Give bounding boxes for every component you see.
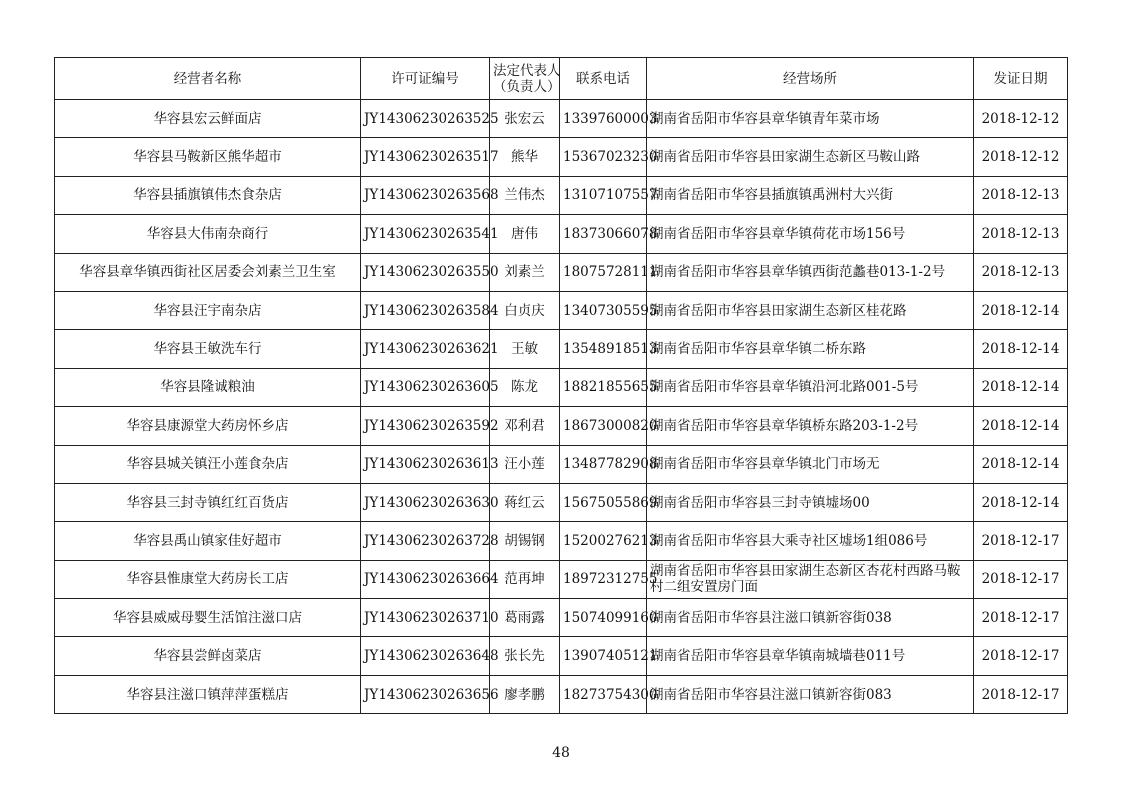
- license-number-cell: JY14306230263568: [361, 176, 490, 214]
- address-cell: 湖南省岳阳市华容县章华镇青年菜市场: [647, 100, 974, 138]
- address-cell: 湖南省岳阳市华容县章华镇西街范蠡巷013-1-2号: [647, 253, 974, 291]
- operator-name-cell: 华容县三封寺镇红红百货店: [55, 483, 361, 521]
- license-number-cell: JY14306230263630: [361, 483, 490, 521]
- operator-name-cell: 华容县康源堂大药房怀乡店: [55, 407, 361, 445]
- license-number-cell: JY14306230263584: [361, 291, 490, 329]
- legal-rep-cell: 蒋红云: [490, 483, 560, 521]
- operator-name-cell: 华容县城关镇汪小莲食杂店: [55, 445, 361, 483]
- table-row: [55, 138, 1068, 176]
- phone-cell: 13107107557: [560, 176, 647, 214]
- phone-cell: 13487782908: [560, 445, 647, 483]
- issue-date-cell: 2018-12-17: [974, 522, 1068, 560]
- operator-name-cell: 华容县禹山镇家佳好超市: [55, 522, 361, 560]
- issue-date-cell: 2018-12-14: [974, 291, 1068, 329]
- legal-rep-cell: 葛雨露: [490, 599, 560, 637]
- operator-name-cell: 华容县威威母婴生活馆注滋口店: [55, 599, 361, 637]
- license-number-cell: JY14306230263664: [361, 560, 490, 598]
- table-row: [55, 445, 1068, 483]
- issue-date-cell: 2018-12-17: [974, 599, 1068, 637]
- table-row: [55, 483, 1068, 521]
- license-number-cell: JY14306230263648: [361, 637, 490, 675]
- license-number-cell: JY14306230263550: [361, 253, 490, 291]
- address-cell: 湖南省岳阳市华容县三封寺镇墟场00: [647, 483, 974, 521]
- operator-name-cell: 华容县大伟南杂商行: [55, 215, 361, 253]
- license-number-cell: JY14306230263710: [361, 599, 490, 637]
- license-number-cell: JY14306230263517: [361, 138, 490, 176]
- page-number: 48: [552, 745, 570, 761]
- issue-date-cell: 2018-12-14: [974, 407, 1068, 445]
- phone-cell: 18075728111: [560, 253, 647, 291]
- table-row: [55, 253, 1068, 291]
- phone-cell: 13397600003: [560, 100, 647, 138]
- phone-cell: 15675055869: [560, 483, 647, 521]
- header-legal-rep-line2: （负责人）: [493, 78, 561, 95]
- operator-name-cell: 华容县马鞍新区熊华超市: [55, 138, 361, 176]
- phone-cell: 15074099160: [560, 599, 647, 637]
- header-legal-representative: [490, 58, 560, 100]
- address-cell: 湖南省岳阳市华容县注滋口镇新容街083: [647, 675, 974, 713]
- issue-date-cell: 2018-12-17: [974, 637, 1068, 675]
- address-cell: 湖南省岳阳市华容县章华镇桥东路203-1-2号: [647, 407, 974, 445]
- operator-name-cell: 华容县隆诚粮油: [55, 368, 361, 406]
- license-number-cell: JY14306230263656: [361, 675, 490, 713]
- legal-rep-cell: 范再坤: [490, 560, 560, 598]
- legal-rep-cell: 王敏: [490, 330, 560, 368]
- address-cell: 湖南省岳阳市华容县插旗镇禹洲村大兴街: [647, 176, 974, 214]
- operator-name-cell: 华容县汪宇南杂店: [55, 291, 361, 329]
- address-cell: 湖南省岳阳市华容县注滋口镇新容街038: [647, 599, 974, 637]
- table-row: [55, 637, 1068, 675]
- legal-rep-cell: 廖孝鹏: [490, 675, 560, 713]
- issue-date-cell: 2018-12-12: [974, 100, 1068, 138]
- table-row: [55, 599, 1068, 637]
- address-cell: 湖南省岳阳市华容县章华镇南城墙巷011号: [647, 637, 974, 675]
- table-body: [55, 100, 1068, 714]
- legal-rep-cell: 唐伟: [490, 215, 560, 253]
- operator-name-cell: 华容县王敏洗车行: [55, 330, 361, 368]
- issue-date-cell: 2018-12-14: [974, 368, 1068, 406]
- operator-name-cell: 华容县宏云鲜面店: [55, 100, 361, 138]
- phone-cell: 18373066078: [560, 215, 647, 253]
- phone-cell: 18673000820: [560, 407, 647, 445]
- table-row: [55, 176, 1068, 214]
- address-cell: 湖南省岳阳市华容县章华镇沿河北路001-5号: [647, 368, 974, 406]
- license-number-cell: JY14306230263621: [361, 330, 490, 368]
- operator-name-cell: 华容县注滋口镇萍萍蛋糕店: [55, 675, 361, 713]
- address-cell: 湖南省岳阳市华容县章华镇荷花市场156号: [647, 215, 974, 253]
- header-legal-rep-line1: 法定代表人: [493, 62, 561, 79]
- issue-date-cell: 2018-12-17: [974, 560, 1068, 598]
- issue-date-cell: 2018-12-14: [974, 330, 1068, 368]
- phone-cell: 18821855655: [560, 368, 647, 406]
- license-number-cell: JY14306230263605: [361, 368, 490, 406]
- table-row: [55, 522, 1068, 560]
- table-row: [55, 560, 1068, 598]
- address-cell: 湖南省岳阳市华容县田家湖生态新区马鞍山路: [647, 138, 974, 176]
- issue-date-cell: 2018-12-13: [974, 215, 1068, 253]
- table-row: [55, 291, 1068, 329]
- phone-cell: 18972312755: [560, 560, 647, 598]
- header-operator-name: 经营者名称: [55, 58, 361, 100]
- header-license-number: 许可证编号: [361, 58, 490, 100]
- phone-cell: 15367023230: [560, 138, 647, 176]
- issue-date-cell: 2018-12-14: [974, 483, 1068, 521]
- legal-rep-cell: 白贞庆: [490, 291, 560, 329]
- table-row: [55, 407, 1068, 445]
- issue-date-cell: 2018-12-14: [974, 445, 1068, 483]
- issue-date-cell: 2018-12-17: [974, 675, 1068, 713]
- address-cell: 湖南省岳阳市华容县田家湖生态新区杏花村西路马鞍村二组安置房门面: [647, 560, 974, 598]
- address-cell: 湖南省岳阳市华容县大乘寺社区墟场1组086号: [647, 522, 974, 560]
- issue-date-cell: 2018-12-12: [974, 138, 1068, 176]
- header-business-address: 经营场所: [647, 58, 974, 100]
- table-row: [55, 100, 1068, 138]
- operator-name-cell: 华容县插旗镇伟杰食杂店: [55, 176, 361, 214]
- license-number-cell: JY14306230263592: [361, 407, 490, 445]
- phone-cell: 18273754300: [560, 675, 647, 713]
- table-row: [55, 368, 1068, 406]
- legal-rep-cell: 汪小莲: [490, 445, 560, 483]
- legal-rep-cell: 张宏云: [490, 100, 560, 138]
- table-row: [55, 215, 1068, 253]
- table-row: [55, 330, 1068, 368]
- address-cell: 湖南省岳阳市华容县章华镇二桥东路: [647, 330, 974, 368]
- license-number-cell: JY14306230263525: [361, 100, 490, 138]
- legal-rep-cell: 熊华: [490, 138, 560, 176]
- legal-rep-cell: 兰伟杰: [490, 176, 560, 214]
- legal-rep-cell: 胡锡钢: [490, 522, 560, 560]
- license-number-cell: JY14306230263541: [361, 215, 490, 253]
- legal-rep-cell: 邓利君: [490, 407, 560, 445]
- header-phone: 联系电话: [560, 58, 647, 100]
- phone-cell: 13407305595: [560, 291, 647, 329]
- operator-name-cell: 华容县尝鲜卤菜店: [55, 637, 361, 675]
- table-row: [55, 675, 1068, 713]
- phone-cell: 15200276213: [560, 522, 647, 560]
- legal-rep-cell: 陈龙: [490, 368, 560, 406]
- operator-name-cell: 华容县章华镇西街社区居委会刘素兰卫生室: [55, 253, 361, 291]
- phone-cell: 13907405121: [560, 637, 647, 675]
- header-row: [55, 58, 1068, 100]
- issue-date-cell: 2018-12-13: [974, 176, 1068, 214]
- address-cell: 湖南省岳阳市华容县田家湖生态新区桂花路: [647, 291, 974, 329]
- legal-rep-cell: 张长先: [490, 637, 560, 675]
- operator-name-cell: 华容县惟康堂大药房长工店: [55, 560, 361, 598]
- legal-rep-cell: 刘素兰: [490, 253, 560, 291]
- phone-cell: 13548918513: [560, 330, 647, 368]
- address-cell: 湖南省岳阳市华容县章华镇北门市场无: [647, 445, 974, 483]
- issue-date-cell: 2018-12-13: [974, 253, 1068, 291]
- header-issue-date: 发证日期: [974, 58, 1068, 100]
- license-table: [54, 57, 1068, 714]
- license-number-cell: JY14306230263613: [361, 445, 490, 483]
- license-number-cell: JY14306230263728: [361, 522, 490, 560]
